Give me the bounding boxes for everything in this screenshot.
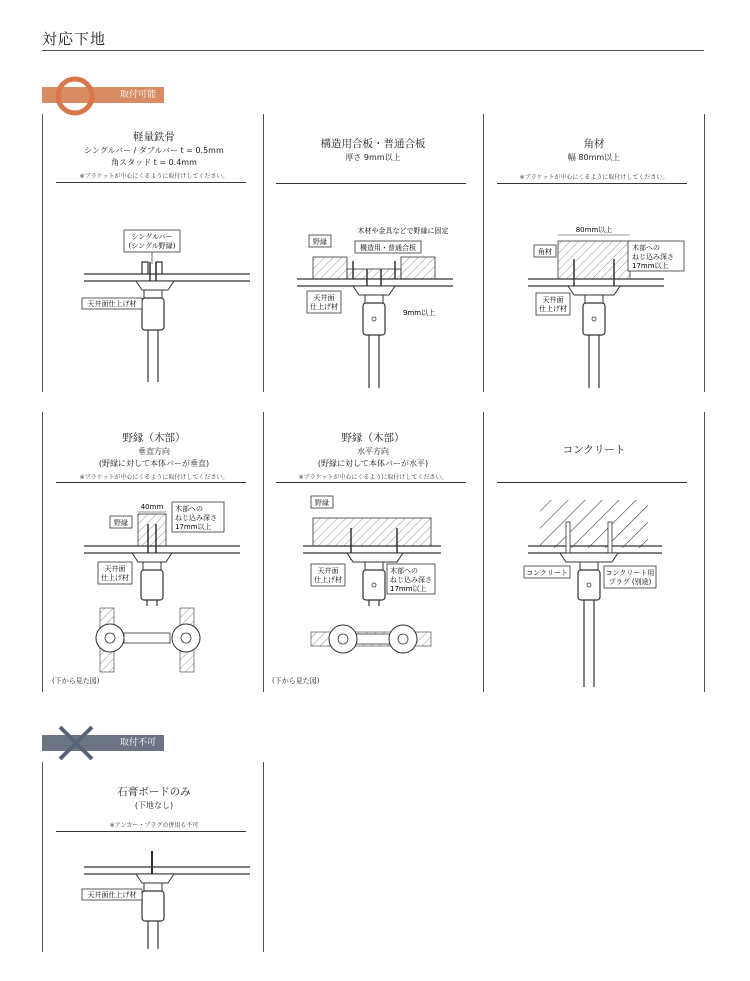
bottom-view-caption: (下から見た図) (52, 677, 100, 685)
ceiling-label-1: 天井面 (104, 565, 126, 573)
ceiling-label-2: 仕上げ材 (539, 305, 567, 313)
depth-label-1: 木部への (632, 244, 660, 252)
plug-label-2: プラグ (別途) (608, 578, 652, 586)
cell-subtitle: (下地なし) (134, 801, 174, 810)
bar-label-2: (シングル野縁) (128, 242, 176, 250)
depth-label-3: 17mm以上 (632, 262, 669, 270)
cell-title: 構造用合板・普通合板 (320, 138, 426, 150)
gypsum-diagram (44, 831, 264, 951)
cell-subtitle: 幅 80mm以上 (567, 153, 621, 162)
ceiling-label: 天井面仕上げ材 (87, 300, 137, 308)
cross-ng-icon (56, 723, 96, 763)
cell-subtitle: (野縁に対して本体バーが水平) (317, 459, 429, 468)
concrete-diagram (484, 482, 704, 692)
board-label: 構造用・普通合板 (360, 244, 416, 252)
ceiling-label: 天井面仕上げ材 (87, 891, 137, 899)
cell-subtitle: 角スタッド t = 0.4mm (111, 158, 197, 167)
grid-line (704, 412, 705, 692)
depth-label-1: 木部への (390, 567, 418, 575)
page-title: 対応下地 (42, 30, 107, 48)
ceiling-label-2: 仕上げ材 (314, 576, 342, 584)
nobuchi-vertical-diagram (44, 482, 264, 692)
cell-subtitle: シングルバー / ダブルバー t = 0.5mm (84, 146, 224, 155)
square-timber-diagram (484, 183, 704, 393)
section-ok-label: 取付可能 (120, 90, 157, 100)
nobuchi-label: 野縁 (315, 499, 329, 507)
depth-label-2: ねじ込み深さ (390, 576, 432, 584)
cell-title: 野縁（木部） (122, 432, 186, 444)
width-label: 40mm (140, 503, 164, 511)
ceiling-label-1: 天井面 (317, 567, 339, 575)
circle-ok-icon (52, 73, 98, 119)
cell-subtitle: 垂直方向 (138, 447, 170, 456)
light-steel-diagram (44, 182, 264, 392)
cell-note: ※ブラケットが中心にくるように取付けしてください。 (79, 474, 229, 481)
bottom-view-caption: (下から見た図) (272, 677, 320, 685)
plywood-diagram (263, 183, 483, 393)
ceiling-label-1: 天井面 (313, 294, 335, 302)
depth-label-2: ねじ込み深さ (632, 253, 674, 261)
nobuchi-horizontal-diagram (263, 482, 483, 692)
grid-line (42, 412, 43, 692)
cell-title: 野縁（木部） (341, 432, 405, 444)
cell-subtitle: 厚さ 9mm以上 (345, 153, 401, 162)
cell-title: コンクリート (562, 444, 626, 456)
kakuzai-label: 角材 (538, 248, 552, 256)
bar-label: シングルバー (131, 233, 173, 241)
depth-label-3: 17mm以上 (175, 523, 212, 531)
nobuchi-label: 野縁 (313, 238, 327, 246)
title-divider (42, 50, 704, 51)
grid-line (704, 114, 705, 392)
cell-title: 石膏ボードのみ (117, 786, 191, 798)
grid-line (42, 762, 43, 952)
ceiling-label-2: 仕上げ材 (101, 574, 129, 582)
cell-note: ※ブラケットが中心にくるように取付けしてください。 (79, 173, 229, 180)
plug-label-1: コンクリート用 (605, 569, 655, 577)
cell-title: 角材 (583, 138, 605, 150)
nobuchi-label: 野縁 (114, 519, 128, 527)
cell-title: 軽量鉄骨 (133, 131, 175, 143)
ceiling-label-1: 天井面 (542, 296, 564, 304)
section-ng-label: 取付不可 (120, 738, 157, 748)
cell-subtitle: 水平方向 (357, 447, 389, 456)
cell-subtitle: (野縁に対して本体バーが垂直) (98, 459, 210, 468)
depth-label-2: ねじ込み深さ (175, 514, 217, 522)
ceiling-label-2: 仕上げ材 (310, 303, 338, 311)
fix-label: 木材や金具などで野縁に固定 (357, 227, 449, 235)
cell-note: ※アンカー・プラグの併用も不可 (109, 822, 199, 829)
grid-line (42, 114, 43, 392)
depth-label-1: 木部への (175, 505, 203, 513)
cell-note: ※ブラケットが中心にくるように取付けしてください。 (519, 174, 669, 181)
depth-label-3: 17mm以上 (390, 585, 427, 593)
cell-note: ※ブラケットが中心にくるように取付けしてください。 (298, 474, 448, 481)
thickness-label: 9mm以上 (403, 309, 436, 317)
concrete-label: コンクリート (526, 569, 568, 577)
width-label: 80mm以上 (575, 226, 613, 234)
